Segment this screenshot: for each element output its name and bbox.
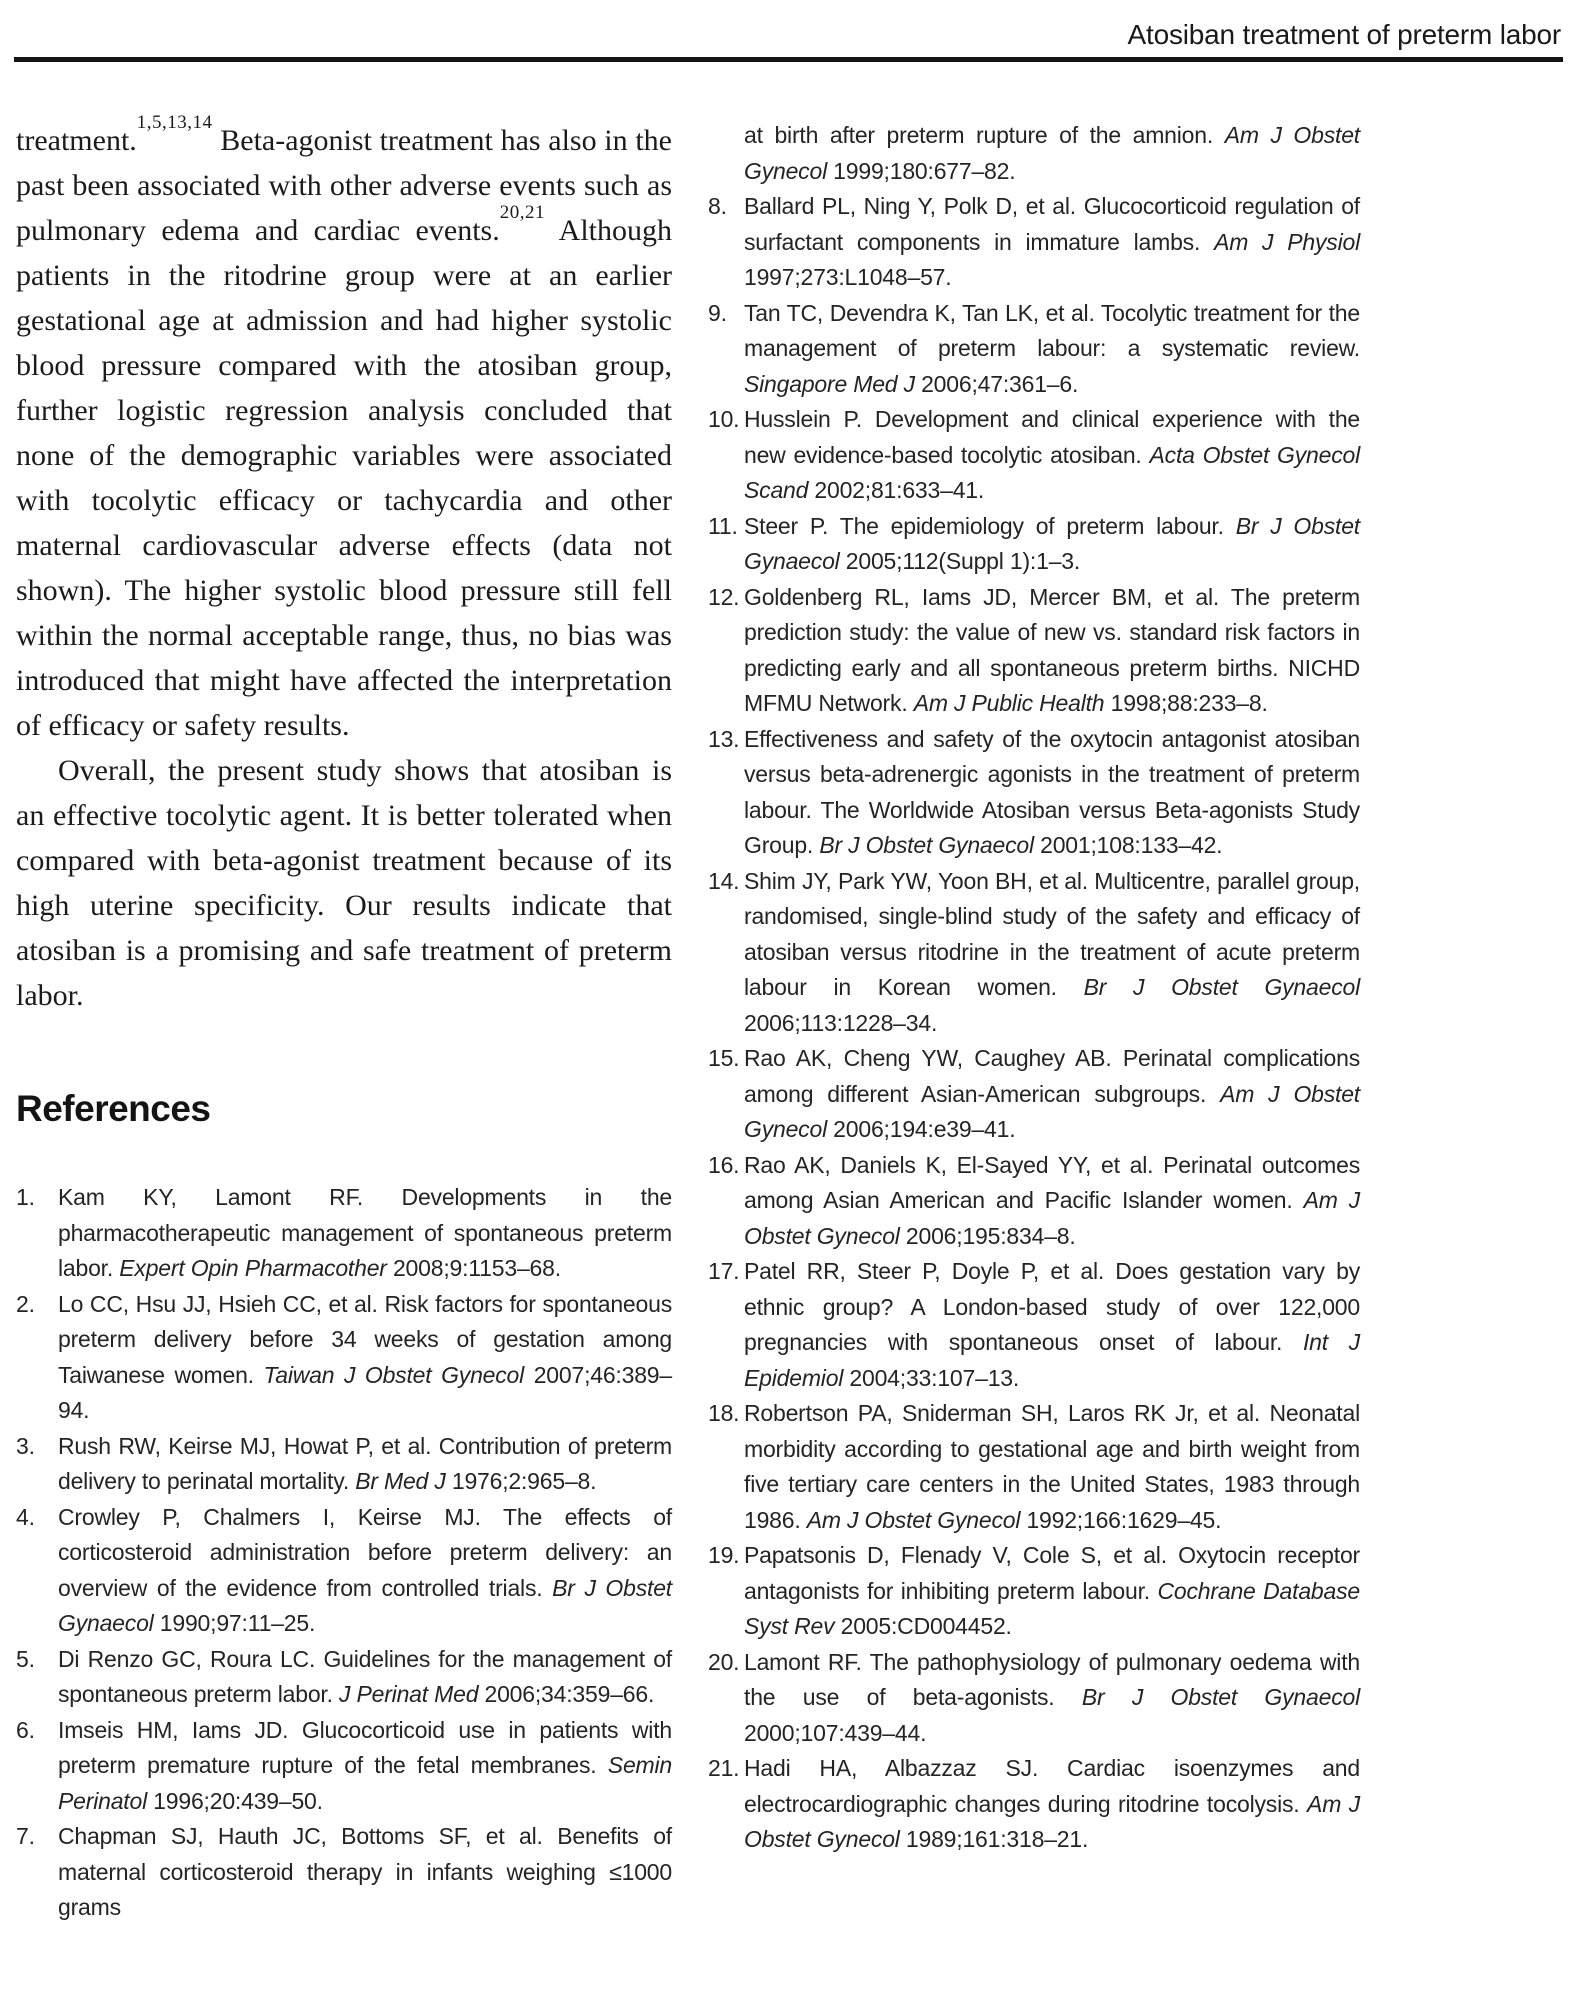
reference-text — [58, 1180, 672, 1287]
reference-text — [744, 1148, 1360, 1255]
text-run: 1992;166:1629–45. — [1020, 1506, 1222, 1533]
text-run: Steer P. The epidemiology of preterm labour. — [744, 512, 1236, 539]
reference-text — [744, 189, 1360, 296]
journal-name: Br J Obstet Gynaecol — [1083, 974, 1361, 1000]
text-run: Rao AK, Daniels K, El-Sayed YY, et al. Perinatal outcomes among Asian American and Pacific Islander women. — [744, 1151, 1360, 1213]
citation-superscript: 1,5,13,14 — [136, 112, 213, 133]
text-run: Papatsonis D, Flenady V, Cole S, et al. Oxytocin receptor antagonists for inhibiting preterm labour. — [744, 1542, 1360, 1604]
text-run: at birth after preterm rupture of the amnion. — [744, 122, 1225, 148]
reference-text — [744, 1538, 1360, 1645]
reference-item — [708, 1148, 1360, 1255]
reference-text — [744, 1041, 1360, 1148]
journal-name: Br J Obstet Gynaecol — [58, 1574, 672, 1636]
text-run: Beta-agonist treatment has also in the past been associated with other adverse events such as pulmonary edema and cardiac events. — [16, 124, 672, 247]
reference-text — [58, 1819, 672, 1926]
journal-name: Am J Obstet Gynecol — [744, 122, 1360, 184]
citation-superscript: 20,21 — [499, 202, 545, 223]
text-run: Overall, the present study shows that atosiban is an effective tocolytic agent. It is better tolerated when compared with beta-agonist treatment because of its high uterine specificity. Our results indicate that atosiban is a promising and safe treatment of preterm labor. — [16, 754, 672, 1012]
text-run: Husslein P. Development and clinical experience with the new evidence-based tocolytic atosiban. — [744, 406, 1360, 468]
text-run: 2005;112(Suppl 1):1–3. — [839, 548, 1081, 574]
text-run: 2005:CD004452. — [834, 1613, 1012, 1639]
reference-item — [16, 1287, 672, 1429]
text-run: Di Renzo GC, Roura LC. Guidelines for the management of spontaneous preterm labor. — [58, 1645, 672, 1707]
reference-number: 20. — [708, 1648, 740, 1675]
reference-number — [708, 118, 744, 189]
reference-item — [708, 1396, 1360, 1538]
text-run: 2006;34:359–66. — [478, 1681, 655, 1707]
reference-number: 7. — [16, 1823, 35, 1849]
journal-name: Acta Obstet Gynecol Scand — [744, 441, 1360, 503]
reference-item — [708, 864, 1360, 1042]
reference-number: 13. — [708, 725, 740, 752]
journal-name: Am J Obstet Gynecol — [744, 1080, 1360, 1142]
text-run: Robertson PA, Sniderman SH, Laros RK Jr, et al. Neonatal morbidity according to gestational age and birth weight from five tertiary care centers in the United States, 1983 through 1986. — [744, 1400, 1360, 1533]
running-title: Atosiban treatment of preterm labor — [1127, 19, 1561, 50]
reference-text — [58, 1500, 672, 1642]
text-run: Rao AK, Cheng YW, Caughey AB. Perinatal complications among different Asian-American subgroups. — [744, 1045, 1360, 1107]
reference-text — [744, 509, 1360, 580]
journal-name: Am J Physiol — [1214, 228, 1360, 255]
reference-item — [16, 1429, 672, 1500]
text-run: Lo CC, Hsu JJ, Hsieh CC, et al. Risk factors for spontaneous preterm delivery before 34 weeks of gestation among Taiwanese women. — [58, 1290, 672, 1388]
reference-number: 12. — [708, 583, 740, 610]
journal-name: Int J Epidemiol — [744, 1329, 1360, 1391]
reference-item — [708, 580, 1360, 722]
reference-item — [16, 1180, 672, 1287]
reference-text — [744, 118, 1360, 189]
journal-name: Semin Perinatol — [58, 1752, 672, 1814]
text-run: 1996;20:439–50. — [146, 1787, 323, 1814]
text-run: Hadi HA, Albazzaz SJ. Cardiac isoenzymes and electrocardiographic changes during ritodrine tocolysis. — [744, 1755, 1360, 1817]
references-list-right — [708, 118, 1360, 1858]
reference-text — [744, 1751, 1360, 1858]
journal-name: Taiwan J Obstet Gynecol — [263, 1361, 525, 1388]
header-rule — [14, 57, 1563, 62]
text-run: Goldenberg RL, Iams JD, Mercer BM, et al. The preterm prediction study: the value of new vs. standard risk factors in predicting early and all spontaneous preterm births. NICHD MFMU Network. — [744, 583, 1360, 716]
journal-name: Am J Obstet Gynecol — [806, 1506, 1021, 1533]
reference-item — [708, 118, 1360, 189]
reference-item — [708, 296, 1360, 403]
text-run: Imseis HM, Iams JD. Glucocorticoid use in patients with preterm premature rupture of the fetal membranes. — [58, 1716, 672, 1778]
reference-number: 17. — [708, 1258, 740, 1284]
reference-text — [744, 402, 1360, 509]
body-paragraph — [16, 112, 672, 748]
text-run: Tan TC, Devendra K, Tan LK, et al. Tocolytic treatment for the management of preterm labour: a systematic review. — [744, 299, 1360, 361]
text-run: 1989;161:318–21. — [899, 1826, 1089, 1852]
text-run: 2006;195:834–8. — [899, 1222, 1076, 1249]
text-run: Although patients in the ritodrine group were at an earlier gestational age at admission and had higher systolic blood pressure compared with the atosiban group, further logistic regression analysis concluded that none of the demographic variables were associated with tocolytic efficacy or tachycardia and other maternal cardiovascular adverse effects (data not shown). The higher systolic blood pressure still fell within the normal acceptable range, thus, no bias was introduced that might have affected the interpretation of efficacy or safety results. — [16, 214, 672, 742]
reference-item — [708, 1751, 1360, 1858]
reference-text — [58, 1287, 672, 1429]
reference-item — [16, 1642, 672, 1713]
text-run: 2002;81:633–41. — [808, 477, 985, 503]
journal-name: Expert Opin Pharmacother — [119, 1255, 387, 1281]
reference-text — [744, 580, 1360, 722]
reference-text — [58, 1713, 672, 1820]
text-run: Rush RW, Keirse MJ, Howat P, et al. Contribution of preterm delivery to perinatal mortality. — [58, 1432, 672, 1494]
reference-number: 9. — [708, 299, 727, 326]
text-run: 1997;273:L1048–57. — [744, 264, 952, 290]
journal-name: Am J Public Health — [913, 690, 1105, 716]
reference-item — [708, 402, 1360, 509]
journal-name: Br Med J — [355, 1468, 446, 1494]
journal-name: Am J Obstet Gynecol — [744, 1790, 1360, 1852]
text-run: Patel RR, Steer P, Doyle P, et al. Does gestation vary by ethnic group? A London-based study of over 122,000 pregnancies with spontaneous onset of labour. — [744, 1258, 1360, 1355]
text-run: 2000;107:439–44. — [744, 1719, 927, 1746]
references-heading: References — [16, 1088, 211, 1129]
reference-number: 14. — [708, 867, 740, 894]
reference-text — [744, 1396, 1360, 1538]
references-list-left — [16, 1180, 672, 1926]
reference-number: 4. — [16, 1503, 35, 1530]
body-text — [16, 112, 672, 1018]
text-run: treatment. — [16, 124, 137, 157]
text-run: 1976;2:965–8. — [445, 1468, 597, 1494]
body-paragraph — [16, 748, 672, 1018]
text-run: 2007;46:389–94. — [58, 1361, 672, 1423]
reference-item — [708, 1254, 1360, 1396]
reference-item — [16, 1713, 672, 1820]
reference-item — [16, 1819, 672, 1926]
text-run: 2006;113:1228–34. — [744, 1009, 938, 1036]
journal-name: Br J Obstet Gynaecol — [744, 512, 1360, 574]
text-run: 1998;88:233–8. — [1104, 690, 1268, 716]
text-run: 2004;33:107–13. — [843, 1364, 1020, 1391]
journal-name: J Perinat Med — [339, 1681, 479, 1707]
reference-number: 5. — [16, 1645, 35, 1672]
text-run: Chapman SJ, Hauth JC, Bottoms SF, et al. Benefits of maternal corticosteroid therapy in infants weighing ≤1000 grams — [58, 1823, 672, 1920]
left-column — [16, 112, 672, 1926]
reference-text — [744, 1254, 1360, 1396]
reference-number: 19. — [708, 1542, 740, 1568]
reference-number: 6. — [16, 1716, 35, 1743]
text-run: Crowley P, Chalmers I, Keirse MJ. The effects of corticosteroid administration before preterm delivery: an overview of the evidence from controlled trials. — [58, 1503, 672, 1601]
reference-text — [58, 1429, 672, 1500]
reference-item — [708, 1538, 1360, 1645]
text-run: 2001;108:133–42. — [1033, 832, 1223, 858]
reference-number: 8. — [708, 193, 727, 219]
journal-name: Singapore Med J — [744, 370, 915, 397]
reference-number: 11. — [708, 512, 738, 539]
text-run: Ballard PL, Ning Y, Polk D, et al. Glucocorticoid regulation of surfactant components in immature lambs. — [744, 193, 1360, 255]
text-run: 2008;9:1153–68. — [386, 1255, 561, 1281]
text-run: Shim JY, Park YW, Yoon BH, et al. Multicentre, parallel group, randomised, single-blind study of the safety and efficacy of atosiban versus ritodrine in the treatment of acute preterm labour in Korean women. — [744, 867, 1360, 1000]
reference-item — [16, 1500, 672, 1642]
two-column-layout — [16, 112, 1361, 1926]
journal-name: Cochrane Database Syst Rev — [744, 1577, 1360, 1639]
text-run: 1999;180:677–82. — [826, 157, 1016, 184]
reference-item — [708, 1041, 1360, 1148]
reference-item — [708, 1645, 1360, 1752]
reference-number: 3. — [16, 1432, 35, 1459]
reference-number: 18. — [708, 1400, 740, 1426]
reference-text — [744, 1645, 1360, 1752]
reference-text — [744, 296, 1360, 403]
text-run: 2006;194:e39–41. — [826, 1116, 1016, 1142]
reference-number: 1. — [16, 1184, 35, 1210]
reference-number: 21. — [708, 1755, 740, 1781]
reference-item — [708, 189, 1360, 296]
reference-text — [58, 1642, 672, 1713]
journal-name: Br J Obstet Gynaecol — [819, 832, 1034, 858]
reference-number: 15. — [708, 1045, 740, 1071]
text-run: 2006;47:361–6. — [914, 370, 1079, 397]
journal-name: Am J Obstet Gynecol — [744, 1187, 1361, 1249]
journal-name: Br J Obstet Gynaecol — [1081, 1684, 1360, 1710]
reference-number: 16. — [708, 1151, 740, 1178]
reference-number: 2. — [16, 1290, 35, 1317]
text-run: Kam KY, Lamont RF. Developments in the pharmacotherapeutic management of spontaneous preterm labor. — [58, 1184, 672, 1281]
reference-item — [708, 722, 1360, 864]
reference-item — [708, 509, 1360, 580]
text-run: 1990;97:11–25. — [153, 1610, 316, 1636]
right-column — [708, 118, 1360, 1926]
reference-number: 10. — [708, 406, 740, 432]
text-run: Lamont RF. The pathophysiology of pulmonary oedema with the use of beta-agonists. — [744, 1648, 1360, 1710]
text-run: Effectiveness and safety of the oxytocin antagonist atosiban versus beta-adrenergic agonists in the treatment of preterm labour. The Worldwide Atosiban versus Beta-agonists Study Group. — [744, 725, 1360, 858]
reference-text — [744, 864, 1360, 1042]
reference-text — [744, 722, 1360, 864]
